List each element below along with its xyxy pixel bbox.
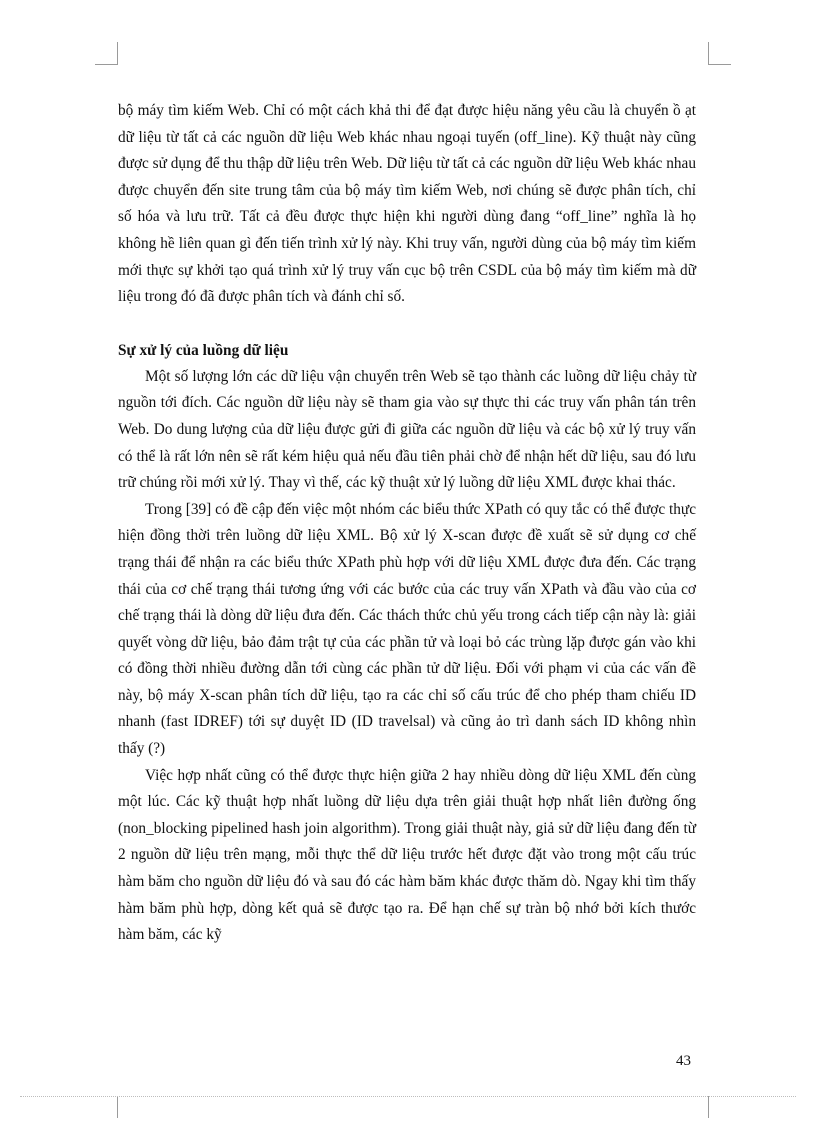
paragraph: Trong [39] có đề cập đến việc một nhóm các biểu thức XPath có quy tắc có thể được thực hiện đồng thời trên luồng dữ liệu XML. Bộ xử lý X-scan được đề xuất sẽ sử dụng cơ chế trạng thái để nhận ra các biểu thức XPath phù hợp với dữ liệu XML được đưa đến. Các trạng thái của cơ chế trạng thái tương ứng với các bước của các truy vấn XPath và đầu vào của cơ chế trạng thái là dòng dữ liệu đưa đến. Các thách thức chủ yếu trong cách tiếp cận này là: giải quyết vòng dữ liệu, bảo đảm trật tự của các phần tử và loại bỏ các trùng lặp được gán vào khi có đồng thời nhiều đường dẫn tới cùng các phần tử dữ liệu. Đối với phạm vi của các vấn đề này, bộ máy X-scan phân tích dữ liệu, tạo ra các chỉ số cấu trúc để cho phép tham chiếu ID nhanh (fast IDREF) tới sự duyệt ID (ID travelsal) và cũng ảo trì danh sách ID không nhìn thấy (?) (118, 500, 696, 758)
page-number: 43 (676, 1053, 691, 1069)
crop-mark-bottom-right (708, 1096, 731, 1118)
page-bottom-border (20, 1096, 796, 1097)
body-text (118, 98, 696, 949)
crop-mark-top-right (708, 42, 731, 65)
crop-mark-top-left (95, 42, 118, 65)
paragraph: Việc hợp nhất cũng có thể được thực hiện giữa 2 hay nhiều dòng dữ liệu XML đến cùng một lúc. Các kỹ thuật hợp nhất luồng dữ liệu dựa trên giải thuật hợp nhất liên đường ống (non_blocking pipelined hash join algorithm). Trong giải thuật này, giả sử dữ liệu đang đến từ 2 nguồn dữ liệu trên mạng, mỗi thực thể dữ liệu trước hết được đặt vào trong một cấu trúc hàm băm cho nguồn dữ liệu đó và sau đó các hàm băm khác được thăm dò. Ngay khi tìm thấy hàm băm phù hợp, dòng kết quả sẽ được tạo ra. Để hạn chế sự tràn bộ nhớ bởi kích thước hàm băm, các kỹ (118, 766, 696, 944)
crop-mark-bottom-left (95, 1096, 118, 1118)
paragraph: bộ máy tìm kiếm Web. Chỉ có một cách khả thi để đạt được hiệu năng yêu cầu là chuyển ồ ạt dữ liệu từ tất cả các nguồn dữ liệu Web khác nhau ngoại tuyến (off_line). Kỹ thuật này cũng được sử dụng để thu thập dữ liệu trên Web. Dữ liệu từ tất cả các nguồn dữ liệu Web khác nhau được chuyển đến site trung tâm của bộ máy tìm kiếm Web, nơi chúng sẽ được phân tích, chỉ số hóa và lưu trữ. Tất cả đều được thực hiện khi người dùng đang “off_line” nghĩa là họ không hề liên quan gì đến tiến trình xử lý này. Khi truy vấn, người dùng của bộ máy tìm kiếm mới thực sự khởi tạo quá trình xử lý truy vấn cục bộ trên CSDL của bộ máy tìm kiếm mà dữ liệu trong đó đã được phân tích và đánh chỉ số. (118, 102, 696, 306)
section-heading: Sự xử lý của luồng dữ liệu (118, 341, 289, 359)
paragraph: Một số lượng lớn các dữ liệu vận chuyển trên Web sẽ tạo thành các luồng dữ liệu chảy từ nguồn tới đích. Các nguồn dữ liệu này sẽ tham gia vào sự thực thi các truy vấn phân tán trên Web. Do dung lượng của dữ liệu được gửi đi giữa các nguồn dữ liệu và các bộ xử lý truy vấn có thể là rất lớn nên sẽ rất kém hiệu quả nếu đầu tiên phải chờ để nhận hết dữ liệu, sau đó lưu trữ chúng rồi mới xử lý. Thay vì thế, các kỹ thuật xử lý luồng dữ liệu XML được khai thác. (118, 367, 696, 492)
